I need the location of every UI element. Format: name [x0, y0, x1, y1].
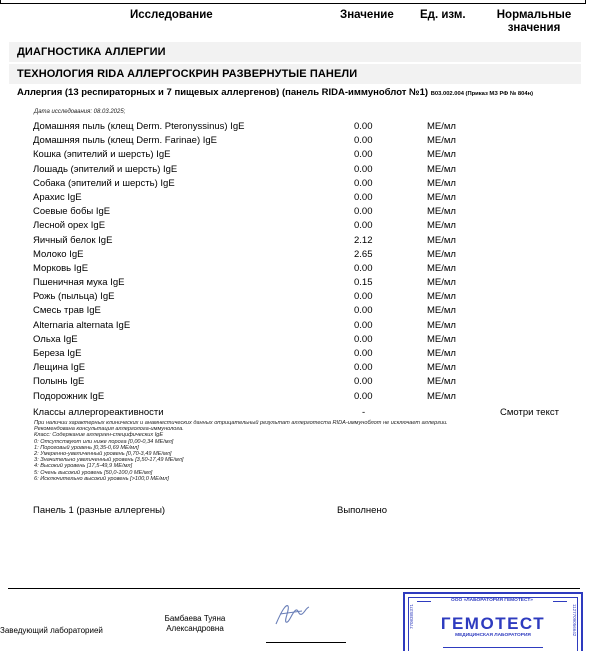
result-name: Молоко IgE: [33, 248, 84, 260]
result-name: Арахис IgE: [33, 191, 82, 203]
result-value: 2.12: [354, 234, 373, 246]
test-date: Дата исследования: 08.03.2025;: [34, 109, 126, 115]
result-name: Домашняя пыль (клещ Derm. Pteronyssinus) IgE: [33, 121, 245, 132]
result-name: Морковь IgE: [33, 262, 89, 274]
result-value: 0.00: [354, 305, 373, 317]
table-row: [0, 205, 600, 219]
result-unit: МЕ/мл: [427, 319, 456, 331]
lab-stamp: [403, 592, 583, 651]
table-row: [0, 333, 600, 347]
table-row: [0, 361, 600, 375]
result-value: 0.00: [354, 319, 373, 331]
classes-name: Классы аллергореактивности: [33, 407, 164, 418]
result-value: 0.15: [354, 277, 373, 289]
panel1-status: Выполнено: [337, 505, 387, 516]
result-unit: МЕ/мл: [427, 333, 456, 345]
panel-code: B03.002.004 (Приказ МЗ РФ № 804н): [430, 91, 534, 97]
result-value: 0.00: [354, 376, 373, 388]
result-value: 0.00: [354, 163, 373, 175]
result-name: Лесной орех IgE: [33, 220, 106, 232]
note-line: 0: Отсутствуют или ниже порога [0,00-0,34 МЕ/мл]: [34, 438, 174, 445]
result-unit: МЕ/мл: [427, 121, 456, 132]
table-row: [0, 290, 600, 304]
result-name: Ольха IgE: [33, 333, 78, 345]
result-name: Пшеничная мука IgE: [33, 277, 125, 289]
footer-divider: [8, 588, 580, 589]
result-value: 0.00: [354, 390, 373, 402]
note-line: При наличии характерных клинических и анамнестических данных отрицательный результат аллерготеста RIDA-иммуноблот не исключает аллергии.: [34, 420, 448, 426]
result-unit: МЕ/мл: [427, 348, 456, 359]
table-row: [0, 219, 600, 233]
result-unit: МЕ/мл: [427, 206, 456, 218]
result-unit: МЕ/мл: [427, 149, 456, 161]
result-name: Полынь IgE: [33, 376, 85, 388]
result-value: 0.00: [354, 191, 373, 203]
category-title: ДИАГНОСТИКА АЛЛЕРГИИ: [17, 46, 166, 58]
notes: [34, 420, 584, 482]
category-band: [9, 42, 581, 62]
result-value: 0.00: [354, 177, 373, 189]
stamp-bottom-line: [443, 647, 543, 651]
result-name: Береза IgE: [33, 348, 82, 359]
note-line: 3: Значительно увеличенный уровень [3,50-17,49 МЕ/мл]: [34, 457, 184, 464]
result-value: 0.00: [354, 135, 373, 147]
result-name: Подорожник IgE: [33, 390, 105, 402]
result-name: Собака (эпителий и шерсть) IgE: [33, 177, 175, 189]
signer-role: Заведующий лабораторией: [0, 626, 103, 635]
top-frame: [0, 0, 586, 4]
result-unit: МЕ/мл: [427, 220, 456, 232]
results-table: [0, 120, 600, 404]
header-value: Значение: [340, 9, 394, 21]
header-norm-line1: Нормальные: [496, 9, 572, 21]
header-norm-line2: значения: [507, 22, 561, 34]
signer-name: [150, 614, 240, 634]
result-name: Соевые бобы IgE: [33, 206, 111, 218]
table-row: [0, 177, 600, 191]
header-unit: Ед. изм.: [420, 9, 466, 21]
result-unit: МЕ/мл: [427, 291, 456, 303]
classes-norm: Смотри текст: [500, 407, 559, 418]
result-value: 0.00: [354, 362, 373, 374]
table-header: [0, 8, 600, 38]
technology-title: ТЕХНОЛОГИЯ RIDA АЛЛЕРГОСКРИН РАЗВЕРНУТЫЕ ПАНЕЛИ: [17, 68, 358, 80]
header-test: Исследование: [130, 9, 213, 21]
result-name: Кошка (эпителий и шерсть) IgE: [33, 149, 171, 161]
result-unit: МЕ/мл: [427, 362, 456, 374]
signature-line: [266, 642, 346, 643]
table-row: [0, 262, 600, 276]
result-value: 0.00: [354, 291, 373, 303]
table-row: [0, 375, 600, 389]
result-value: 0.00: [354, 206, 373, 218]
panel-title-text: Аллергия (13 респираторных и 7 пищевых аллергенов) (панель RIDA-иммуноблот №1): [17, 87, 429, 98]
stamp-right-number: 1127709056642: [572, 604, 577, 637]
note-line: 4: Высокий уровень [17,5-49,9 МЕ/мл]: [34, 463, 133, 470]
result-unit: МЕ/мл: [427, 163, 456, 175]
table-row: [0, 234, 600, 248]
signer-name-line1: Бамбаева Туяна: [164, 614, 226, 623]
result-value: 0.00: [354, 220, 373, 232]
result-unit: МЕ/мл: [427, 277, 456, 289]
result-value: 0.00: [354, 149, 373, 161]
table-row: [0, 390, 600, 404]
result-name: Alternaria alternata IgE: [33, 319, 131, 331]
result-name: Рожь (пыльца) IgE: [33, 291, 115, 303]
table-row: [0, 248, 600, 262]
table-row: [0, 134, 600, 148]
note-line: 6: Исключительно высокий уровень [>100,0 МЕ/мл]: [34, 475, 169, 482]
table-row: [0, 319, 600, 333]
result-name: Смесь трав IgE: [33, 305, 101, 317]
result-unit: МЕ/мл: [427, 234, 456, 246]
note-line: Класс: Содержание аллерген-специфических IgE: [34, 432, 164, 439]
note-line: 1: Пороговый уровень [0,35-0,69 МЕ/мл]: [34, 444, 139, 451]
table-row: [0, 304, 600, 318]
signer-name-line2: Александровна: [166, 624, 224, 633]
stamp-left-number: 7708385371: [409, 604, 414, 630]
table-row: [0, 276, 600, 290]
table-row: [0, 163, 600, 177]
result-value: 2.65: [354, 248, 373, 260]
signature: [272, 600, 312, 630]
note-line: 2: Умеренно-увеличенный уровень [0,70-3,49 МЕ/мл]: [34, 451, 172, 458]
table-row: [0, 148, 600, 162]
technology-band: [9, 64, 581, 84]
result-name: Лещина IgE: [33, 362, 86, 374]
result-name: Лошадь (эпителий и шерсть) IgE: [33, 163, 178, 175]
note-line: Рекомендована консультация аллерголога-иммунолога.: [34, 426, 184, 433]
result-unit: МЕ/мл: [427, 390, 456, 402]
result-name: Домашняя пыль (клещ Derm. Farinae) IgE: [33, 135, 218, 147]
result-name: Яичный белок IgE: [33, 234, 113, 246]
result-unit: МЕ/мл: [427, 305, 456, 317]
table-row: [0, 191, 600, 205]
result-unit: МЕ/мл: [427, 248, 456, 260]
result-unit: МЕ/мл: [427, 262, 456, 274]
panel1-name: Панель 1 (разные аллергены): [33, 505, 166, 516]
table-row: [0, 120, 600, 134]
header-norm: [491, 9, 577, 35]
stamp-subtitle: МЕДИЦИНСКАЯ ЛАБОРАТОРИЯ: [455, 633, 531, 638]
table-row: [0, 347, 600, 361]
result-value: 0.00: [354, 333, 373, 345]
result-unit: МЕ/мл: [427, 376, 456, 388]
result-unit: МЕ/мл: [427, 135, 456, 147]
result-unit: МЕ/мл: [427, 177, 456, 189]
stamp-brand: ГЕМОТЕСТ: [440, 614, 546, 633]
result-value: 0.00: [354, 348, 373, 359]
classes-value: -: [362, 407, 366, 418]
result-value: 0.00: [354, 262, 373, 274]
classes-row: [0, 406, 600, 420]
result-unit: МЕ/мл: [427, 191, 456, 203]
result-value: 0.00: [354, 121, 373, 132]
note-line: 5: Очень высокий уровень [50,0-100,0 МЕ/мл]: [34, 469, 153, 476]
panel-title: [17, 88, 577, 99]
stamp-org: ООО «ЛАБОРАТОРИЯ ГЕМОТЕСТ»: [427, 598, 557, 603]
